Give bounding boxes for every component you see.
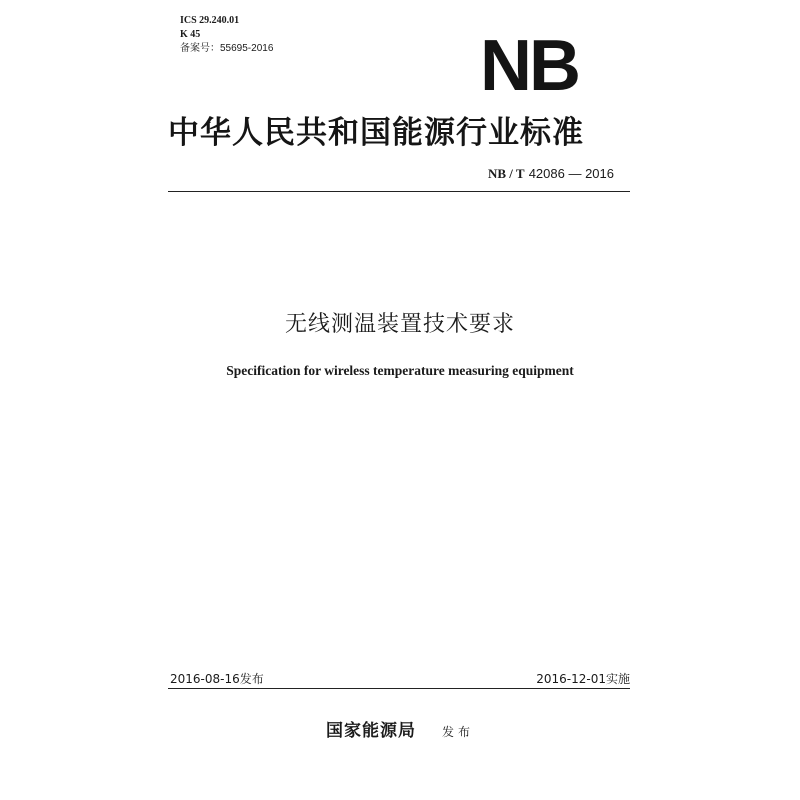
standard-title: 中华人民共和国能源行业标准 <box>168 115 584 151</box>
document-title-chinese: 无线测温装置技术要求 <box>284 312 515 337</box>
standard-prefix: NB / T <box>487 166 525 181</box>
filing-number: 备案号：55695-2016 <box>180 43 274 54</box>
standard-number <box>488 166 614 182</box>
effective-date: 2016-12-01实施 <box>536 672 630 686</box>
document-metadata <box>180 14 273 56</box>
issuing-organization: 国家能源局 <box>325 721 416 741</box>
ics-code: ICS 29.240.01 <box>180 15 240 26</box>
document-title-english: Specification for wireless temperature measuring equipment <box>226 363 574 378</box>
issue-date: 2016-08-16发布 <box>170 672 264 686</box>
bottom-divider <box>168 688 630 689</box>
issue-action: 发布 <box>441 725 474 739</box>
top-divider <box>168 191 630 192</box>
issuer-line <box>0 716 800 741</box>
classification-code: K 45 <box>180 29 201 40</box>
standard-code: 42086 — 2016 <box>528 166 614 181</box>
nb-logo: NB <box>480 26 578 106</box>
